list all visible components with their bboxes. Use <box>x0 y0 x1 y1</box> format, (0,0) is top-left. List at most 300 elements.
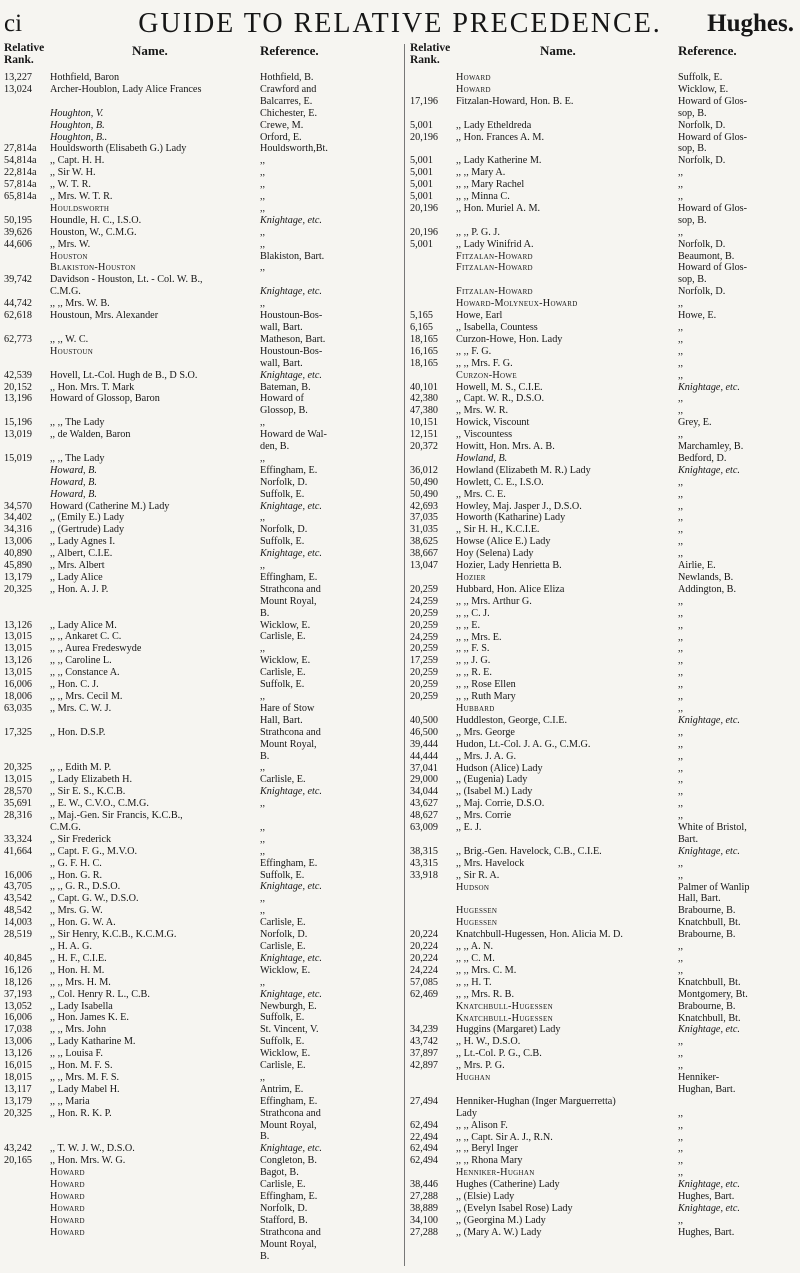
entry-rank: 37,041 <box>410 762 439 774</box>
page-number: ci <box>4 10 23 37</box>
entry-reference: Houldsworth,Bt. <box>260 143 328 155</box>
entry-rank: 20,325 <box>4 1107 33 1119</box>
entry-reference: Carlisle, E. <box>260 941 306 952</box>
entry-rank: 62,494 <box>410 1155 439 1167</box>
right-column <box>410 42 796 1239</box>
entry-row <box>4 322 398 334</box>
entry-name: Fitzalan-Howard <box>456 250 533 262</box>
entry-reference: Hughes, Bart. <box>678 1191 735 1203</box>
entry-reference: ,, <box>260 560 266 572</box>
entry-name: Henniker-Hughan (Inger Marguerretta) <box>456 1095 616 1107</box>
entry-name: ,, T. W. J. W., D.S.O. <box>50 1143 135 1155</box>
entry-row <box>4 334 398 346</box>
entry-name: Howard <box>50 1191 85 1202</box>
entry-row <box>410 632 796 644</box>
entry-row <box>4 774 398 786</box>
entry-row <box>410 1096 796 1108</box>
entry-rank: 39,444 <box>410 738 439 750</box>
entry-row <box>4 870 398 882</box>
entry-row <box>4 155 398 167</box>
entry-name: Davidson - Houston, Lt. - Col. W. B., <box>50 274 203 286</box>
entry-reference: B. <box>260 750 270 762</box>
entry-reference: ,, <box>678 1131 684 1143</box>
entry-row <box>410 917 796 929</box>
entry-reference: Knightage, etc. <box>678 464 740 476</box>
entry-row <box>410 1179 796 1191</box>
entry-row <box>410 834 796 846</box>
entry-rank: 38,625 <box>410 536 439 548</box>
entry-row <box>410 120 796 132</box>
entry-name: ,, ,, Aurea Fredeswyde <box>50 643 142 655</box>
entry-name: ,, ,, C. J. <box>456 607 490 619</box>
entry-name: ,, (Mary A. W.) Lady <box>456 1226 542 1238</box>
entry-reference: Glossop, B. <box>260 405 308 417</box>
entry-row <box>4 1251 398 1263</box>
entry-reference: Norfolk, D. <box>260 476 308 488</box>
running-head-word: Hughes. <box>707 10 794 37</box>
entry-row <box>410 941 796 953</box>
entry-row <box>410 417 796 429</box>
entry-name: Hubbard, Hon. Alice Eliza <box>456 583 565 595</box>
entry-reference: Airlie, E. <box>678 560 716 572</box>
entry-reference: Knightage, etc. <box>260 369 322 381</box>
entry-row <box>4 893 398 905</box>
entry-rank: 31,035 <box>410 524 439 536</box>
entry-reference: Effingham, E. <box>260 571 318 583</box>
entry-rank: 18,165 <box>410 333 439 345</box>
entry-reference: Suffolk, E. <box>260 488 305 500</box>
entry-name: Blakiston-Houston <box>50 262 136 274</box>
entry-row <box>4 1096 398 1108</box>
entry-name: Hovell, Lt.-Col. Hugh de B., D S.O. <box>50 369 198 381</box>
entry-name: ,, ,, Rose Ellen <box>456 679 516 691</box>
entry-reference: St. Vincent, V. <box>260 1024 319 1036</box>
entry-rank: 62,618 <box>4 310 33 322</box>
entry-row <box>4 762 398 774</box>
entry-name: ,, Hon. A. J. P. <box>50 583 109 595</box>
entry-rank: 36,012 <box>410 464 439 476</box>
entry-name: Houldsworth (Elisabeth G.) Lady <box>50 143 187 155</box>
entry-reference: Newburgh, E. <box>260 1000 317 1012</box>
entry-reference: ,, <box>260 452 266 464</box>
entry-row <box>4 215 398 227</box>
entry-reference: Knightage, etc. <box>260 988 322 1000</box>
entry-name: ,, Sir E. S., K.C.B. <box>50 786 126 798</box>
entry-row <box>4 810 398 822</box>
entry-reference: Knightage, etc. <box>678 1202 740 1214</box>
entry-row <box>410 882 796 894</box>
entry-rank: 13,179 <box>4 1095 33 1107</box>
entry-rank: 34,570 <box>4 500 33 512</box>
entry-name: Howland, B. <box>456 452 508 464</box>
entry-row <box>4 643 398 655</box>
entry-row <box>4 560 398 572</box>
entry-row <box>410 310 796 322</box>
entry-name: ,, Mrs. George <box>456 726 515 738</box>
entry-name: Howard <box>50 1202 85 1214</box>
entry-name: ,, E. J. <box>456 822 482 834</box>
entry-reference: Mount Royal, <box>260 1119 317 1131</box>
entry-rank: 16,006 <box>4 1012 33 1024</box>
entry-reference: Howe, E. <box>678 310 717 322</box>
entry-reference: ,, <box>678 1143 684 1155</box>
entry-name: Hughan <box>456 1072 491 1084</box>
entry-name: ,, ,, P. G. J. <box>456 226 500 238</box>
entry-name: ,, ,, A. N. <box>456 941 494 953</box>
entry-row <box>410 251 796 263</box>
entry-reference: B. <box>260 1250 270 1262</box>
entry-reference: Congleton, B. <box>260 1155 317 1167</box>
entry-reference: Henniker- <box>678 1072 720 1084</box>
entry-rank: 28,316 <box>4 810 33 822</box>
entry-row <box>4 620 398 632</box>
entry-name: ,, Lady Mabel H. <box>50 1083 120 1095</box>
entry-name: Archer-Houblon, Lady Alice Frances <box>50 83 202 95</box>
entry-name: Fitzalan-Howard <box>456 262 533 274</box>
entry-reference: ,, <box>678 607 684 619</box>
entry-row <box>410 655 796 667</box>
entry-row <box>4 1179 398 1191</box>
entry-name: Houghton, B.. <box>50 131 108 143</box>
entry-name: ,, Lady Alice M. <box>50 619 117 631</box>
entry-row <box>4 191 398 203</box>
entry-row <box>410 667 796 679</box>
entry-row <box>4 489 398 501</box>
entry-name: ,, Lady Elizabeth H. <box>50 774 133 786</box>
entry-reference: ,, <box>260 155 266 167</box>
entry-reference: ,, <box>678 941 684 953</box>
entry-reference: Knatchbull, Bt. <box>678 917 741 929</box>
entry-row <box>4 84 398 96</box>
entry-rank: 15,019 <box>4 452 33 464</box>
entry-rank: 24,259 <box>410 595 439 607</box>
entry-reference: ,, <box>260 821 266 833</box>
entry-name: ,, Hon. James K. E. <box>50 1012 129 1024</box>
entry-name: ,, Mrs. P. G. <box>456 1060 505 1072</box>
entry-rank: 50,490 <box>410 476 439 488</box>
entry-reference: ,, <box>260 798 266 810</box>
entry-reference: ,, <box>260 1071 266 1083</box>
entry-name: ,, Hon. H. M. <box>50 964 105 976</box>
entry-name: ,, Mrs. W. R. <box>456 405 509 417</box>
entry-row <box>410 227 796 239</box>
entry-row <box>410 1120 796 1132</box>
entry-name: ,, ,, Minna C. <box>456 191 510 203</box>
entry-reference: Wicklow, E. <box>260 619 311 631</box>
entry-row <box>4 727 398 739</box>
entry-row <box>410 441 796 453</box>
entry-row <box>4 846 398 858</box>
entry-row <box>410 798 796 810</box>
entry-reference: Carlisle, E. <box>260 1060 306 1072</box>
entry-name: ,, Sir Henry, K.C.B., K.C.M.G. <box>50 929 177 941</box>
entry-rank: 5,001 <box>410 155 433 167</box>
entry-row <box>4 1227 398 1239</box>
entry-rank: 20,152 <box>4 381 33 393</box>
entry-name: Howley, Maj. Jasper J., D.S.O. <box>456 500 582 512</box>
entry-name: ,, Maj.-Gen. Sir Francis, K.C.B., <box>50 810 183 822</box>
entry-row <box>410 846 796 858</box>
entry-name: ,, Capt. H. H. <box>50 155 105 167</box>
entry-row <box>410 465 796 477</box>
entry-name: ,, ,, Ankaret C. C. <box>50 631 122 643</box>
entry-name: Houghton, B. <box>50 119 105 131</box>
entry-reference: Houstoun-Bos- <box>260 310 323 322</box>
entry-reference: Howard de Wal- <box>260 429 327 441</box>
entry-rank: 38,889 <box>410 1202 439 1214</box>
entry-row <box>410 286 796 298</box>
entry-row <box>410 203 796 215</box>
entry-name: ,, Sir W. H. <box>50 167 96 179</box>
rank-heading-line1: Relative <box>410 42 451 54</box>
entry-name: ,, Mrs. Albert <box>50 560 105 572</box>
entry-name: ,, ,, J. G. <box>456 655 491 667</box>
entry-reference: Howard of Glos- <box>678 202 748 214</box>
entry-row <box>4 596 398 608</box>
entry-name: Huggins (Margaret) Lady <box>456 1024 561 1036</box>
entry-name: ,, ,, Louisa F. <box>50 1048 103 1060</box>
entry-reference: ,, <box>260 512 266 524</box>
entry-reference: Knightage, etc. <box>260 881 322 893</box>
entry-name: Hothfield, Baron <box>50 72 120 83</box>
entry-reference: Knightage, etc. <box>260 548 322 560</box>
entry-reference: Hall, Bart. <box>260 714 303 726</box>
entry-row <box>410 191 796 203</box>
entry-reference: Knightage, etc. <box>678 845 740 857</box>
entry-row <box>410 1143 796 1155</box>
entry-reference: sop, B. <box>678 143 707 155</box>
entry-row <box>410 477 796 489</box>
entry-row <box>410 929 796 941</box>
entry-rank: 18,006 <box>4 691 33 703</box>
entry-row <box>410 858 796 870</box>
entry-row <box>4 655 398 667</box>
entry-reference: ,, <box>260 643 266 655</box>
entry-row <box>410 1132 796 1144</box>
entry-reference: Suffolk, E. <box>260 869 305 881</box>
entry-reference: Hughan, Bart. <box>678 1083 736 1095</box>
entry-name: ,, ,, Mrs. H. M. <box>50 976 111 988</box>
entry-row <box>4 631 398 643</box>
entry-row <box>410 786 796 798</box>
entry-reference: ,, <box>260 191 266 203</box>
entry-row <box>4 512 398 524</box>
entry-reference: Knightage, etc. <box>260 952 322 964</box>
left-column <box>4 42 398 1262</box>
entry-name: ,, (Elsie) Lady <box>456 1191 515 1203</box>
entry-row <box>410 870 796 882</box>
entry-rank: 62,494 <box>410 1143 439 1155</box>
entry-name: ,, ,, Mrs. Cecil M. <box>50 691 123 703</box>
entry-reference: Effingham, E. <box>260 1191 318 1202</box>
entry-row <box>410 1001 796 1013</box>
entry-row <box>410 132 796 144</box>
entry-rank: 44,444 <box>410 750 439 762</box>
entry-reference: ,, <box>678 393 684 405</box>
entry-row <box>410 108 796 120</box>
entry-name: Howitt, Hon. Mrs. A. B. <box>456 441 555 453</box>
entry-name: ,, ,, Mrs. M. F. S. <box>50 1071 120 1083</box>
entry-rank: 13,019 <box>4 429 33 441</box>
entry-row <box>410 679 796 691</box>
entry-name: ,, Brig.-Gen. Havelock, C.B., C.I.E. <box>456 845 602 857</box>
entry-reference: ,, <box>260 202 266 214</box>
entry-row <box>4 536 398 548</box>
entry-name: ,, ,, W. C. <box>50 333 89 345</box>
entry-name: ,, Capt. G. W., D.S.O. <box>50 893 139 905</box>
entry-reference: Hughes, Bart. <box>678 1226 735 1238</box>
entry-row <box>4 1203 398 1215</box>
entry-row <box>410 1060 796 1072</box>
entry-row <box>4 1012 398 1024</box>
entry-reference: Strathcona and <box>260 726 321 738</box>
rank-heading <box>4 42 44 66</box>
entry-name: C.M.G. <box>50 821 81 833</box>
entry-row <box>410 572 796 584</box>
entry-reference: ,, <box>260 298 266 310</box>
entry-reference: Antrim, E. <box>260 1083 304 1095</box>
entry-rank: 20,325 <box>4 762 33 774</box>
entry-name: ,, E. W., C.V.O., C.M.G. <box>50 798 149 810</box>
entry-reference: Effingham, E. <box>260 464 318 476</box>
entry-reference: ,, <box>678 405 684 417</box>
entry-reference: Knightage, etc. <box>260 500 322 512</box>
entry-rank: 54,814a <box>4 155 37 167</box>
entry-row <box>4 1239 398 1251</box>
entry-row <box>4 251 398 263</box>
entry-row <box>410 977 796 989</box>
entry-name: ,, Lady Agnes I. <box>50 536 116 548</box>
entry-rank: 13,015 <box>4 774 33 786</box>
entry-name: Houldsworth <box>50 202 110 214</box>
entry-name: ,, ,, Mrs. C. M. <box>456 964 517 976</box>
entry-rank: 20,196 <box>410 226 439 238</box>
entry-reference: ,, <box>678 1036 684 1048</box>
entry-row <box>410 72 796 84</box>
entry-rank: 27,494 <box>410 1095 439 1107</box>
entry-reference: Palmer of Wanlip <box>678 881 750 893</box>
entry-reference: ,, <box>678 952 684 964</box>
entry-name: Fitzalan-Howard <box>456 286 533 298</box>
entry-rank: 37,193 <box>4 988 33 1000</box>
entry-row <box>4 72 398 84</box>
entry-name: ,, (Georgina M.) Lady <box>456 1214 546 1226</box>
entry-rank: 20,224 <box>410 941 439 953</box>
entry-row <box>410 965 796 977</box>
entry-row <box>410 298 796 310</box>
entry-row <box>410 405 796 417</box>
entry-reference: Norfolk, D. <box>260 1202 308 1214</box>
entry-name: Fitzalan-Howard, Hon. B. E. <box>456 95 574 107</box>
entry-name: Howick, Viscount <box>456 417 530 429</box>
entry-row <box>410 810 796 822</box>
entry-row <box>410 501 796 513</box>
entry-row <box>410 584 796 596</box>
entry-row <box>4 989 398 1001</box>
entry-rank: 45,890 <box>4 560 33 572</box>
entry-rank: 62,469 <box>410 988 439 1000</box>
entry-reference: ,, <box>678 298 684 310</box>
entry-reference: wall, Bart. <box>260 357 303 369</box>
entry-name: ,, ,, R. E. <box>456 667 492 679</box>
entry-row <box>410 215 796 227</box>
entry-name: Howard, B. <box>50 476 97 488</box>
entry-row <box>4 953 398 965</box>
entry-row <box>4 465 398 477</box>
entry-row <box>4 310 398 322</box>
entry-rank: 42,693 <box>410 500 439 512</box>
entry-reference: Knightage, etc. <box>678 1179 740 1191</box>
entry-row <box>410 715 796 727</box>
entry-rank: 40,500 <box>410 714 439 726</box>
entry-name: ,, H. W., D.S.O. <box>456 1036 521 1048</box>
entry-name: Houndle, H. C., I.S.O. <box>50 214 142 226</box>
entry-name: Hughes (Catherine) Lady <box>456 1179 560 1191</box>
entry-rank: 57,814a <box>4 179 37 191</box>
entry-reference: ,, <box>678 655 684 667</box>
entry-row <box>410 1155 796 1167</box>
entry-row <box>4 822 398 834</box>
right-entry-list <box>410 72 796 1239</box>
entry-rank: 37,897 <box>410 1048 439 1060</box>
entry-rank: 6,165 <box>410 321 433 333</box>
entry-reference: Carlisle, E. <box>260 1179 306 1191</box>
entry-rank: 20,196 <box>410 131 439 143</box>
entry-reference: Effingham, E. <box>260 857 318 869</box>
entry-name: ,, Capt. F. G., M.V.O. <box>50 845 138 857</box>
entry-rank: 46,500 <box>410 726 439 738</box>
entry-name: ,, ,, Mrs. John <box>50 1024 107 1036</box>
entry-row <box>410 620 796 632</box>
entry-row <box>4 679 398 691</box>
entry-name: Hozier <box>456 572 486 583</box>
entry-row <box>4 881 398 893</box>
entry-row <box>4 167 398 179</box>
entry-reference: sop, B. <box>678 274 707 286</box>
entry-row <box>4 1215 398 1227</box>
entry-row <box>4 96 398 108</box>
entry-reference: ,, <box>260 845 266 857</box>
entry-reference: ,, <box>678 857 684 869</box>
entry-rank: 22,814a <box>4 167 37 179</box>
entry-row <box>4 393 398 405</box>
entry-reference: B. <box>260 607 270 619</box>
entry-row <box>410 608 796 620</box>
entry-row <box>4 1060 398 1072</box>
entry-rank: 62,773 <box>4 333 33 345</box>
entry-rank: 20,196 <box>410 202 439 214</box>
entry-reference: Howard of Glos- <box>678 95 748 107</box>
entry-reference: ,, <box>678 500 684 512</box>
entry-row <box>4 298 398 310</box>
entry-reference: ,, <box>678 179 684 191</box>
entry-reference: Mount Royal, <box>260 738 317 750</box>
entry-reference: Crawford and <box>260 83 317 95</box>
entry-name: Houstoun <box>50 345 94 357</box>
entry-row <box>4 1108 398 1120</box>
entry-row <box>4 1155 398 1167</box>
entry-name: ,, Hon. G. W. A. <box>50 917 116 929</box>
entry-reference: Hall, Bart. <box>678 893 721 905</box>
entry-name: ,, ,, Constance A. <box>50 667 120 679</box>
entry-name: Knatchbull-Hugessen, Hon. Alicia M. D. <box>456 929 623 941</box>
entry-reference: Norfolk, D. <box>260 524 308 536</box>
entry-name: Howard <box>456 83 491 95</box>
entry-rank: 13,015 <box>4 667 33 679</box>
entry-reference: Strathcona and <box>260 583 321 595</box>
entry-reference: Norfolk, D. <box>678 286 726 298</box>
entry-name: Howard <box>50 1226 85 1238</box>
